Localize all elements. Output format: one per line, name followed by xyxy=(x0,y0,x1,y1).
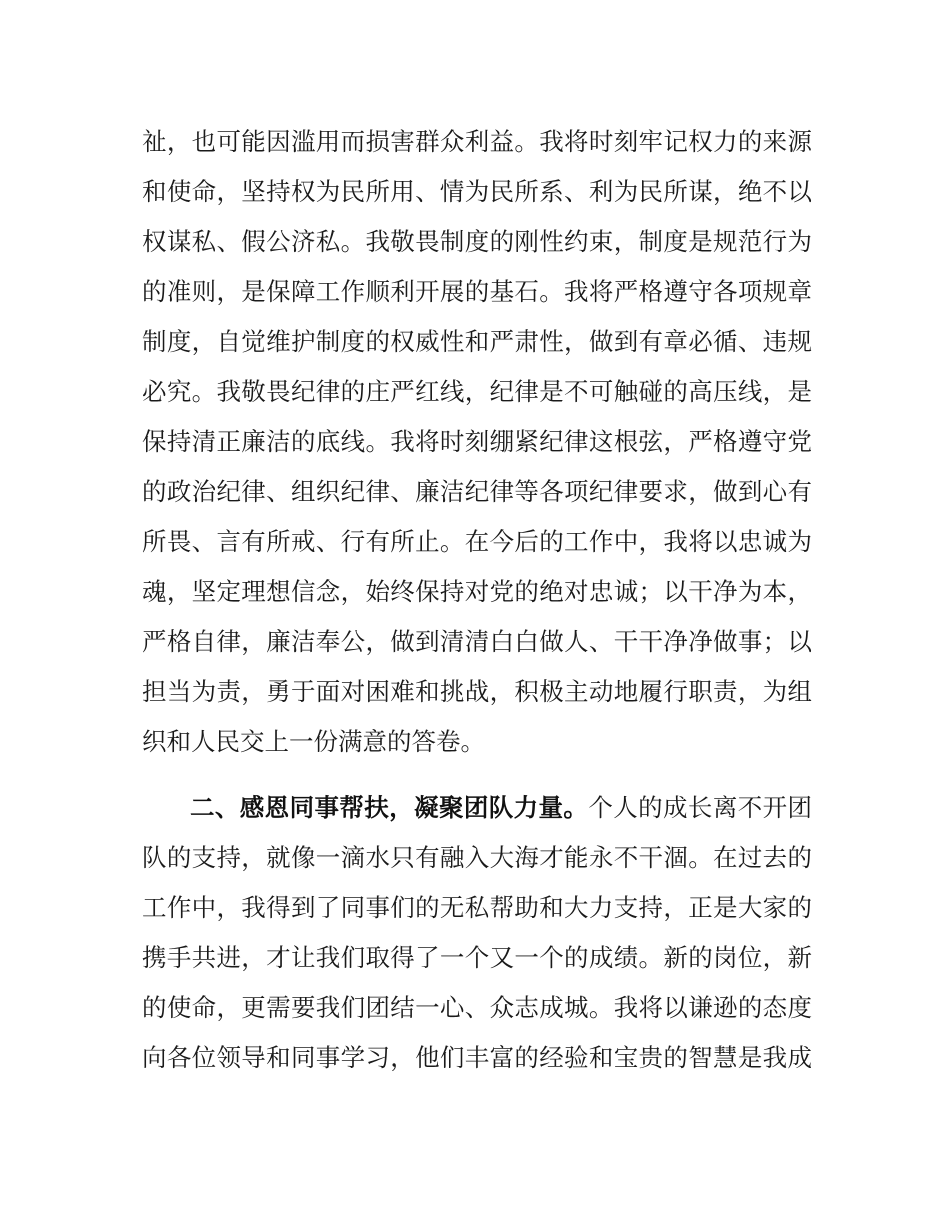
paragraph-2-line: 工作中，我得到了同事们的无私帮助和大力支持，正是大家的 xyxy=(142,893,812,922)
paragraph-1-line: 保持清正廉洁的底线。我将时刻绷紧纪律这根弦，严格遵守党 xyxy=(142,427,812,456)
paragraph-1-line: 魂，坚定理想信念，始终保持对党的绝对忠诚；以干净为本， xyxy=(142,577,812,606)
paragraph-1-line: 祉，也可能因滥用而损害群众利益。我将时刻牢记权力的来源 xyxy=(142,127,812,156)
paragraph-1-line: 严格自律，廉洁奉公，做到清清白白做人、干干净净做事；以 xyxy=(142,627,812,656)
paragraph-1-line: 担当为责，勇于面对困难和挑战，积极主动地履行职责，为组 xyxy=(142,677,812,706)
paragraph-1-line: 制度，自觉维护制度的权威性和严肃性，做到有章必循、违规 xyxy=(142,327,812,356)
paragraph-2-first-line-text: 个人的成长离不开团 xyxy=(588,793,813,822)
paragraph-2-line: 向各位领导和同事学习，他们丰富的经验和宝贵的智慧是我成 xyxy=(142,1043,812,1072)
paragraph-1-line: 必究。我敬畏纪律的庄严红线，纪律是不可触碰的高压线，是 xyxy=(142,377,812,406)
section-heading: 二、感恩同事帮扶，凝聚团队力量。 xyxy=(190,793,589,822)
paragraph-2-line: 队的支持，就像一滴水只有融入大海才能永不干涸。在过去的 xyxy=(142,843,812,872)
paragraph-2-first-line xyxy=(190,788,812,828)
paragraph-1-line: 织和人民交上一份满意的答卷。 xyxy=(142,727,485,756)
paragraph-1-line: 的政治纪律、组织纪律、廉洁纪律等各项纪律要求，做到心有 xyxy=(142,477,812,506)
paragraph-1-line: 所畏、言有所戒、行有所止。在今后的工作中，我将以忠诚为 xyxy=(142,527,812,556)
paragraph-2-line: 的使命，更需要我们团结一心、众志成城。我将以谦逊的态度 xyxy=(142,993,812,1022)
paragraph-2-line: 携手共进，才让我们取得了一个又一个的成绩。新的岗位，新 xyxy=(142,943,812,972)
paragraph-1-line: 权谋私、假公济私。我敬畏制度的刚性约束，制度是规范行为 xyxy=(142,227,812,256)
paragraph-1-line: 的准则，是保障工作顺利开展的基石。我将严格遵守各项规章 xyxy=(142,277,812,306)
paragraph-1-line: 和使命，坚持权为民所用、情为民所系、利为民所谋，绝不以 xyxy=(142,177,812,206)
